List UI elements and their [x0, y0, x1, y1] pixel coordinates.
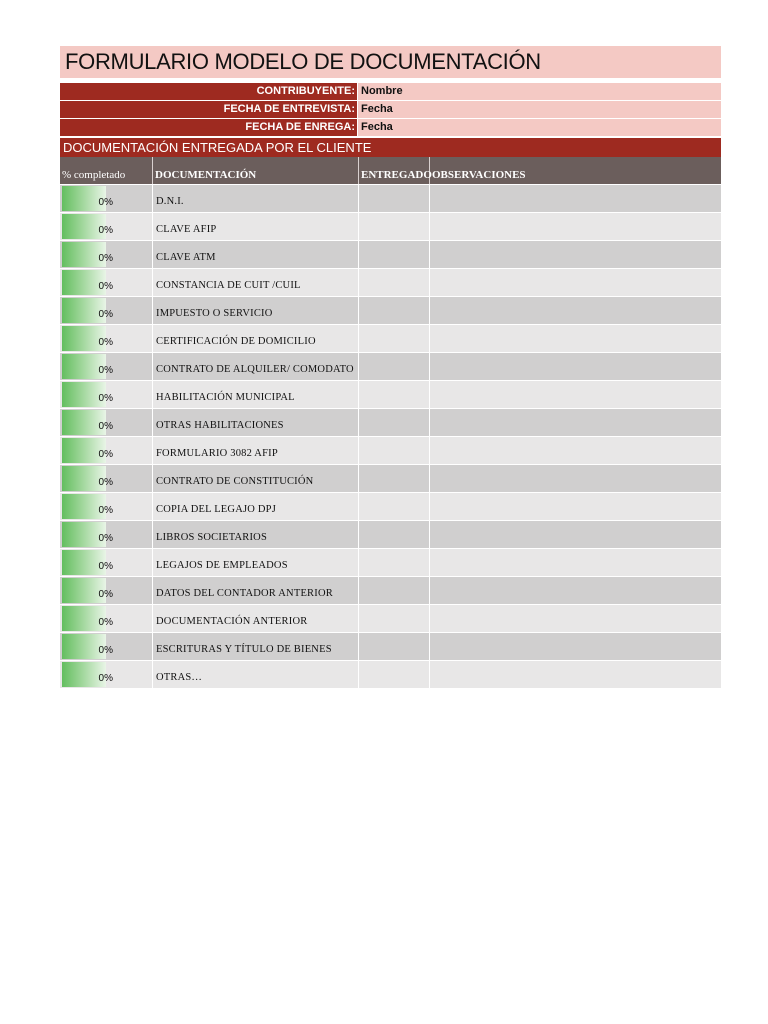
percent-value: 0%: [98, 309, 113, 320]
percent-complete-cell[interactable]: [60, 661, 153, 688]
document-name: COPIA DEL LEGAJO DPJ: [153, 493, 359, 520]
delivered-cell[interactable]: [359, 185, 430, 212]
document-name: FORMULARIO 3082 AFIP: [153, 437, 359, 464]
table-row: [60, 465, 721, 493]
delivered-cell[interactable]: [359, 437, 430, 464]
percent-value: 0%: [98, 561, 113, 572]
form-title: FORMULARIO MODELO DE DOCUMENTACIÓN: [60, 46, 721, 78]
observations-cell[interactable]: [430, 465, 721, 492]
delivered-cell[interactable]: [359, 633, 430, 660]
percent-complete-cell[interactable]: [60, 241, 153, 268]
table-row: [60, 661, 721, 689]
table-row: [60, 241, 721, 269]
delivered-cell[interactable]: [359, 661, 430, 688]
document-name: ESCRITURAS Y TÍTULO DE BIENES: [153, 633, 359, 660]
info-label: FECHA DE ENTREVISTA:: [223, 103, 355, 115]
percent-value: 0%: [98, 505, 113, 516]
observations-cell[interactable]: [430, 185, 721, 212]
percent-complete-cell[interactable]: [60, 325, 153, 352]
percent-complete-cell[interactable]: [60, 185, 153, 212]
delivered-cell[interactable]: [359, 409, 430, 436]
table-row: [60, 493, 721, 521]
delivered-cell[interactable]: [359, 549, 430, 576]
observations-cell[interactable]: [430, 381, 721, 408]
document-name: OTRAS…: [153, 661, 359, 688]
percent-value: 0%: [98, 589, 113, 600]
delivered-cell[interactable]: [359, 353, 430, 380]
observations-cell[interactable]: [430, 661, 721, 688]
observations-cell[interactable]: [430, 409, 721, 436]
column-header-delivered: ENTREGADO: [359, 157, 430, 184]
observations-cell[interactable]: [430, 577, 721, 604]
delivered-cell[interactable]: [359, 521, 430, 548]
info-label: CONTRIBUYENTE:: [256, 85, 355, 97]
delivered-cell[interactable]: [359, 605, 430, 632]
info-row-delivery-date: [60, 119, 721, 136]
table-row: [60, 549, 721, 577]
delivered-cell[interactable]: [359, 381, 430, 408]
table-row: [60, 409, 721, 437]
percent-complete-cell[interactable]: [60, 381, 153, 408]
percent-value: 0%: [98, 281, 113, 292]
percent-value: 0%: [98, 533, 113, 544]
document-name: CLAVE ATM: [153, 241, 359, 268]
document-name: DATOS DEL CONTADOR ANTERIOR: [153, 577, 359, 604]
percent-complete-cell[interactable]: [60, 493, 153, 520]
percent-value: 0%: [98, 253, 113, 264]
delivered-cell[interactable]: [359, 297, 430, 324]
percent-value: 0%: [98, 337, 113, 348]
percent-value: 0%: [98, 421, 113, 432]
percent-complete-cell[interactable]: [60, 521, 153, 548]
documentation-form: [60, 46, 721, 689]
table-header: [60, 157, 721, 184]
table-row: [60, 577, 721, 605]
percent-complete-cell[interactable]: [60, 213, 153, 240]
percent-complete-cell[interactable]: [60, 269, 153, 296]
table-body: [60, 185, 721, 689]
percent-complete-cell[interactable]: [60, 577, 153, 604]
document-name: DOCUMENTACIÓN ANTERIOR: [153, 605, 359, 632]
table-row: [60, 269, 721, 297]
delivered-cell[interactable]: [359, 577, 430, 604]
percent-value: 0%: [98, 449, 113, 460]
observations-cell[interactable]: [430, 521, 721, 548]
column-header-notes: OBSERVACIONES: [432, 169, 526, 181]
document-name: LEGAJOS DE EMPLEADOS: [153, 549, 359, 576]
observations-cell[interactable]: [430, 605, 721, 632]
percent-complete-cell[interactable]: [60, 605, 153, 632]
observations-cell[interactable]: [430, 325, 721, 352]
document-name: LIBROS SOCIETARIOS: [153, 521, 359, 548]
percent-value: 0%: [98, 617, 113, 628]
column-header-pct: % completado: [60, 157, 153, 184]
delivered-cell[interactable]: [359, 241, 430, 268]
table-row: [60, 185, 721, 213]
table-row: [60, 297, 721, 325]
delivered-cell[interactable]: [359, 213, 430, 240]
percent-value: 0%: [98, 225, 113, 236]
document-name: HABILITACIÓN MUNICIPAL: [153, 381, 359, 408]
observations-cell[interactable]: [430, 213, 721, 240]
percent-complete-cell[interactable]: [60, 465, 153, 492]
observations-cell[interactable]: [430, 241, 721, 268]
document-name: CONTRATO DE CONSTITUCIÓN: [153, 465, 359, 492]
column-header-doc: DOCUMENTACIÓN: [153, 157, 359, 184]
table-row: [60, 353, 721, 381]
document-name: CONTRATO DE ALQUILER/ COMODATO: [153, 353, 359, 380]
observations-cell[interactable]: [430, 269, 721, 296]
observations-cell[interactable]: [430, 493, 721, 520]
table-row: [60, 521, 721, 549]
document-name: CONSTANCIA DE CUIT /CUIL: [153, 269, 359, 296]
client-info: [60, 83, 721, 136]
percent-complete-cell[interactable]: [60, 353, 153, 380]
info-row-interview-date: [60, 101, 721, 119]
percent-value: 0%: [98, 673, 113, 684]
percent-complete-cell[interactable]: [60, 409, 153, 436]
info-row-contribuyente: [60, 83, 721, 101]
document-name: D.N.I.: [153, 185, 359, 212]
table-row: [60, 325, 721, 353]
delivery-date-field[interactable]: Fecha: [357, 119, 721, 136]
observations-cell[interactable]: [430, 437, 721, 464]
percent-value: 0%: [98, 645, 113, 656]
percent-value: 0%: [98, 477, 113, 488]
percent-value: 0%: [98, 365, 113, 376]
delivered-cell[interactable]: [359, 465, 430, 492]
table-row: [60, 605, 721, 633]
observations-cell[interactable]: [430, 297, 721, 324]
delivered-cell[interactable]: [359, 493, 430, 520]
contribuyente-field[interactable]: Nombre: [357, 83, 721, 100]
document-name: CLAVE AFIP: [153, 213, 359, 240]
percent-complete-cell[interactable]: [60, 437, 153, 464]
percent-value: 0%: [98, 197, 113, 208]
document-name: OTRAS HABILITACIONES: [153, 409, 359, 436]
document-name: CERTIFICACIÓN DE DOMICILIO: [153, 325, 359, 352]
table-row: [60, 213, 721, 241]
document-name: IMPUESTO O SERVICIO: [153, 297, 359, 324]
percent-complete-cell[interactable]: [60, 549, 153, 576]
percent-complete-cell[interactable]: [60, 633, 153, 660]
percent-value: 0%: [98, 393, 113, 404]
observations-cell[interactable]: [430, 549, 721, 576]
section-title: DOCUMENTACIÓN ENTREGADA POR EL CLIENTE: [60, 138, 721, 157]
interview-date-field[interactable]: Fecha: [357, 101, 721, 118]
table-row: [60, 633, 721, 661]
observations-cell[interactable]: [430, 633, 721, 660]
delivered-cell[interactable]: [359, 325, 430, 352]
percent-complete-cell[interactable]: [60, 297, 153, 324]
delivered-cell[interactable]: [359, 269, 430, 296]
table-row: [60, 437, 721, 465]
observations-cell[interactable]: [430, 353, 721, 380]
info-label: FECHA DE ENREGA:: [245, 121, 355, 133]
table-row: [60, 381, 721, 409]
